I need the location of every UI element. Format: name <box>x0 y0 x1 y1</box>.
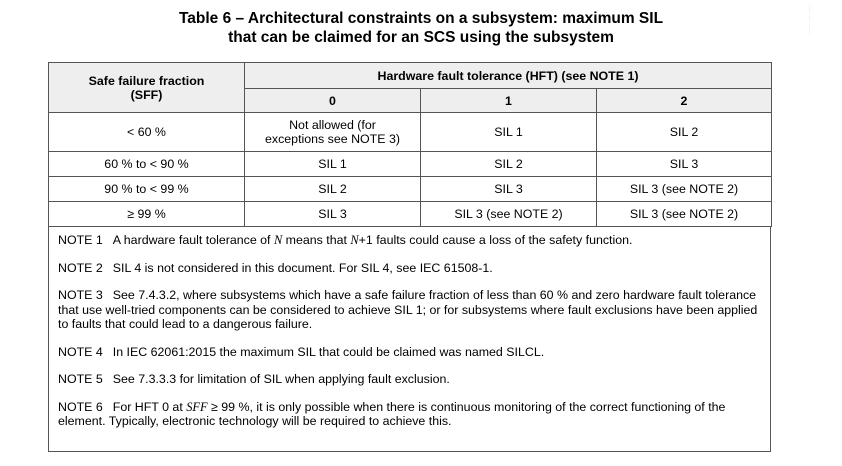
hft-column-header: Hardware fault tolerance (HFT) (see NOTE 1) <box>245 63 772 89</box>
hft1-cell: SIL 3 (see NOTE 2) <box>421 202 597 227</box>
table-title <box>0 9 842 47</box>
note-label: NOTE 4 <box>58 344 103 359</box>
note-text: See 7.4.3.2, where subsystems which have a safe failure fraction of less than 60 % and zero hardware fault tolerance that use well-tried components can be considered to achieve SIL 1; or for subsystems where fault exclusions have been applied to faults that could lead to a dangerous failure. <box>58 288 758 331</box>
hft2-cell: SIL 2 <box>597 113 772 152</box>
note-4 <box>58 345 761 360</box>
note-text: In IEC 62061:2015 the maximum SIL that could be claimed was named SILCL. <box>112 344 545 359</box>
note-2 <box>58 261 761 276</box>
note-text: SIL 4 is not considered in this document. For SIL 4, see IEC 61508-1. <box>112 260 493 275</box>
note-variable: N <box>273 233 283 247</box>
hft2-cell: SIL 3 <box>597 152 772 177</box>
sff-cell: < 60 % <box>49 113 245 152</box>
note-text: means that <box>282 233 351 247</box>
hft-column-2: 2 <box>597 89 772 113</box>
note-text: See 7.3.3.3 for limitation of SIL when applying fault exclusion. <box>112 372 450 386</box>
hft0-cell: SIL 2 <box>245 177 421 202</box>
note-5 <box>58 372 761 387</box>
hft0-cell: Not allowed (for exceptions see NOTE 3) <box>245 113 421 152</box>
note-variable: SFF <box>186 399 208 414</box>
note-label: NOTE 3 <box>58 288 103 302</box>
note-3 <box>58 288 761 332</box>
note-1 <box>58 233 761 248</box>
sff-cell: 60 % to < 90 % <box>49 152 245 177</box>
hft1-cell: SIL 2 <box>421 152 597 177</box>
note-text: A hardware fault tolerance of <box>112 233 274 247</box>
table-title-line-1: Table 6 – Architectural constraints on a subsystem: maximum SIL <box>178 10 664 27</box>
side-margin-mark: ····· ····· ······· <box>806 4 812 36</box>
hft0-cell: SIL 1 <box>245 152 421 177</box>
hft2-cell: SIL 3 (see NOTE 2) <box>597 202 772 227</box>
sff-column-header: Safe failure fraction (SFF) <box>49 63 245 113</box>
note-label: NOTE 1 <box>58 233 103 247</box>
note-variable: N <box>350 233 359 247</box>
table-title-line-2: that can be claimed for an SCS using the subsystem <box>228 29 614 46</box>
hft1-cell: SIL 3 <box>421 177 597 202</box>
note-text: ≥ 99 %, it is only possible when there is continuous monitoring of the correct functioning of the element. Typically, electronic technology will be required to achieve this. <box>58 399 726 428</box>
notes-section <box>48 226 771 452</box>
table-row <box>49 202 772 227</box>
table-row <box>49 113 772 152</box>
note-text: +1 faults could cause a loss of the safety function. <box>358 233 633 247</box>
hft-column-1: 1 <box>421 89 597 113</box>
note-label: NOTE 5 <box>58 372 103 386</box>
sff-cell: 90 % to < 99 % <box>49 177 245 202</box>
hft2-cell: SIL 3 (see NOTE 2) <box>597 177 772 202</box>
note-label: NOTE 2 <box>58 260 103 275</box>
note-text: For HFT 0 at <box>112 399 187 414</box>
hft0-cell: SIL 3 <box>245 202 421 227</box>
note-label: NOTE 6 <box>58 399 103 414</box>
table-row <box>49 152 772 177</box>
sil-constraints-table <box>48 62 772 227</box>
table-row <box>49 177 772 202</box>
hft-column-0: 0 <box>245 89 421 113</box>
note-6 <box>58 400 761 429</box>
hft1-cell: SIL 1 <box>421 113 597 152</box>
sff-cell: ≥ 99 % <box>49 202 245 227</box>
